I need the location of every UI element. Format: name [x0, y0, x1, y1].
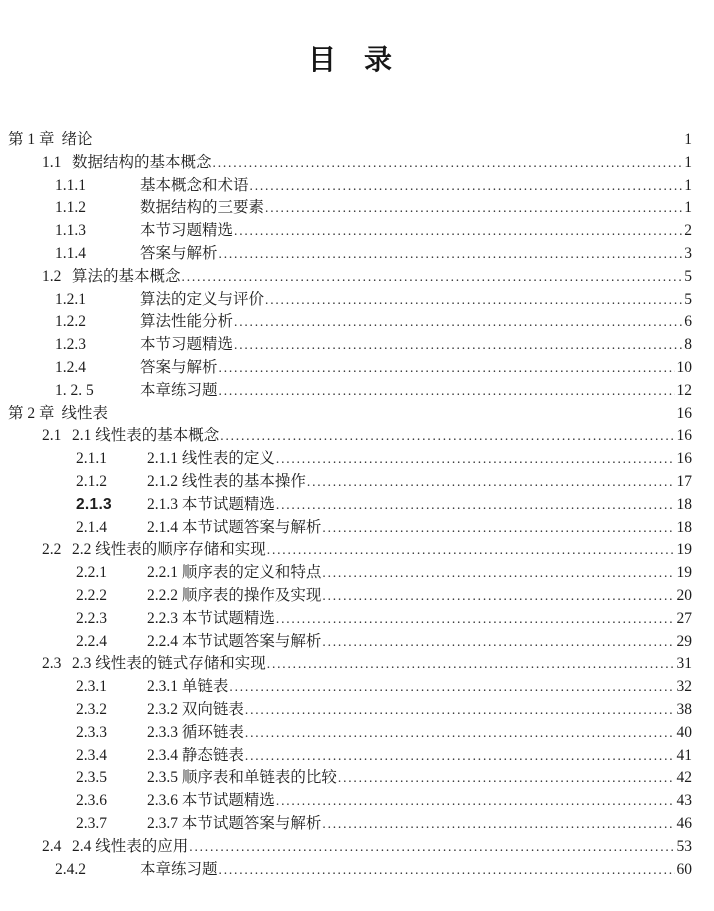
entry-number: 2.1.2 [76, 472, 107, 490]
toc-entry[interactable] [8, 562, 692, 585]
toc-entry[interactable] [8, 608, 692, 631]
dot-leader [322, 585, 674, 608]
dot-leader [276, 494, 675, 517]
dot-leader [245, 745, 675, 768]
entry-title: 数据结构的三要素 [140, 199, 265, 217]
toc-entry[interactable] [8, 266, 692, 289]
entry-title: 2.1.2 线性表的基本操作 [147, 472, 306, 490]
toc-entry[interactable] [8, 471, 692, 494]
dot-leader [234, 311, 682, 334]
dot-leader [276, 448, 675, 471]
dot-leader [220, 425, 674, 448]
dot-leader [189, 836, 674, 859]
entry-page-number: 1 [684, 199, 692, 217]
toc-entry[interactable] [8, 836, 692, 859]
toc-entry[interactable] [8, 403, 692, 426]
entry-page-number: 16 [676, 427, 692, 445]
dot-leader [267, 539, 675, 562]
entry-title: 2.4 线性表的应用 [72, 837, 189, 855]
entry-number: 2.3.2 [76, 700, 107, 718]
toc-entry[interactable] [8, 767, 692, 790]
entry-page-number: 18 [676, 518, 692, 536]
dot-leader [322, 813, 674, 836]
entry-page-number: 43 [676, 792, 692, 810]
entry-page-number: 19 [676, 564, 692, 582]
entry-page-number: 1 [684, 131, 692, 148]
entry-title: 2.3.5 顺序表和单链表的比较 [147, 769, 337, 787]
entry-title: 2.2 线性表的顺序存储和实现 [72, 541, 266, 559]
entry-page-number: 6 [684, 313, 692, 331]
entry-page-number: 29 [676, 632, 692, 650]
dot-leader [338, 767, 675, 790]
entry-number: 2.2.1 [76, 564, 107, 582]
toc-entry[interactable] [8, 631, 692, 654]
dot-leader [229, 676, 674, 699]
entry-page-number: 8 [684, 336, 692, 354]
entry-page-number: 42 [676, 769, 692, 787]
entry-page-number: 3 [684, 244, 692, 262]
dot-leader [265, 197, 682, 220]
toc-entry[interactable] [8, 197, 692, 220]
toc-entry[interactable] [8, 380, 692, 403]
toc-entry[interactable] [8, 699, 692, 722]
toc-entry[interactable] [8, 745, 692, 768]
entry-number: 2.2 [42, 541, 62, 559]
entry-title: 答案与解析 [140, 244, 218, 262]
entry-page-number: 16 [676, 450, 692, 468]
toc-entry[interactable] [8, 494, 692, 517]
entry-number: 2.2.3 [76, 609, 107, 627]
entry-page-number: 20 [676, 586, 692, 604]
entry-title: 本章练习题 [140, 381, 218, 399]
entry-page-number: 5 [684, 267, 692, 285]
entry-title: 2.1.1 线性表的定义 [147, 450, 275, 468]
dot-leader [245, 722, 675, 745]
entry-page-number: 38 [676, 700, 692, 718]
entry-title: 本章练习题 [140, 860, 218, 878]
entry-page-number: 5 [684, 290, 692, 308]
entry-page-number: 41 [676, 746, 692, 764]
toc-entry[interactable] [8, 220, 692, 243]
entry-page-number: 27 [676, 609, 692, 627]
entry-number: 1.1 [42, 153, 62, 171]
entry-number: 2.3.7 [76, 814, 107, 832]
entry-title: 算法性能分析 [140, 313, 234, 331]
entry-number: 第 1 章 [8, 131, 55, 148]
dot-leader [182, 266, 683, 289]
entry-number: 2.1.1 [76, 450, 107, 468]
entry-number: 2.3.4 [76, 746, 107, 764]
entry-page-number: 40 [676, 723, 692, 741]
entry-page-number: 18 [676, 495, 692, 513]
entry-number: 1.1.3 [55, 222, 86, 240]
entry-number: 2.1.4 [76, 518, 107, 536]
entry-number: 1.2.4 [55, 358, 86, 376]
entry-page-number: 53 [676, 837, 692, 855]
entry-page-number: 17 [676, 472, 692, 490]
toc-entry[interactable] [8, 539, 692, 562]
dot-leader [307, 471, 675, 494]
entry-page-number: 1 [684, 176, 692, 194]
dot-leader [267, 653, 675, 676]
entry-title: 2.3.4 静态链表 [147, 746, 244, 764]
entry-number: 2.3.6 [76, 792, 107, 810]
entry-number: 1.1.2 [55, 199, 86, 217]
entry-title: 2.1 线性表的基本概念 [72, 427, 220, 445]
dot-leader [250, 175, 683, 198]
toc-entry[interactable] [8, 243, 692, 266]
entry-number: 1.2.1 [55, 290, 86, 308]
entry-page-number: 16 [676, 404, 692, 422]
entry-title: 2.3.3 循环链表 [147, 723, 244, 741]
toc-entry[interactable] [8, 289, 692, 312]
entry-title: 2.2.1 顺序表的定义和特点 [147, 564, 322, 582]
entry-number: 1. 2. 5 [55, 381, 94, 399]
entry-number: 2.1 [42, 427, 62, 445]
toc-entry[interactable] [8, 448, 692, 471]
toc-entry[interactable] [8, 722, 692, 745]
toc-list [8, 129, 692, 881]
entry-number: 1.2.3 [55, 336, 86, 354]
entry-title: 2.2.3 本节试题精选 [147, 609, 275, 627]
dot-leader [219, 243, 683, 266]
entry-title: 2.1.4 本节试题答案与解析 [147, 518, 322, 536]
entry-number: 2.4 [42, 837, 62, 855]
entry-number: 2.3.3 [76, 723, 107, 741]
entry-title: 绪论 [61, 131, 93, 148]
dot-leader [265, 289, 682, 312]
entry-page-number: 32 [676, 678, 692, 696]
dot-leader [276, 790, 675, 813]
dot-leader [219, 859, 675, 882]
toc-entry[interactable] [8, 859, 692, 882]
entry-page-number: 1 [684, 153, 692, 171]
dot-leader [245, 699, 675, 722]
entry-number: 1.1.1 [55, 176, 86, 194]
entry-number: 1.1.4 [55, 244, 86, 262]
dot-leader [276, 608, 675, 631]
entry-title: 数据结构的基本概念 [72, 153, 212, 171]
entry-number: 2.1.3 [76, 495, 112, 513]
entry-title: 2.1.3 本节试题精选 [147, 495, 275, 513]
entry-title: 2.2.2 顺序表的操作及实现 [147, 586, 322, 604]
toc-entry[interactable] [8, 425, 692, 448]
entry-title: 2.2.4 本节试题答案与解析 [147, 632, 322, 650]
entry-title: 线性表 [61, 404, 109, 422]
entry-title: 2.3.1 单链表 [147, 678, 229, 696]
entry-title: 算法的定义与评价 [140, 290, 265, 308]
entry-title: 算法的基本概念 [72, 267, 181, 285]
dot-leader [219, 357, 675, 380]
entry-number: 2.2.4 [76, 632, 107, 650]
entry-page-number: 2 [684, 222, 692, 240]
toc-entry[interactable] [8, 334, 692, 357]
toc-entry[interactable] [8, 813, 692, 836]
entry-number: 2.4.2 [55, 860, 86, 878]
entry-title: 2.3.7 本节试题答案与解析 [147, 814, 322, 832]
dot-leader [322, 517, 674, 540]
entry-page-number: 10 [676, 358, 692, 376]
entry-title: 2.3.2 双向链表 [147, 700, 244, 718]
toc-entry[interactable] [8, 790, 692, 813]
toc-entry[interactable] [8, 653, 692, 676]
entry-page-number: 46 [676, 814, 692, 832]
dot-leader [234, 334, 682, 357]
entry-page-number: 12 [676, 381, 692, 399]
entry-title: 答案与解析 [140, 358, 218, 376]
entry-page-number: 60 [676, 860, 692, 878]
entry-number: 2.3.5 [76, 769, 107, 787]
toc-entry[interactable] [8, 585, 692, 608]
entry-number: 2.3.1 [76, 678, 107, 696]
toc-entry[interactable] [8, 517, 692, 540]
entry-page-number: 19 [676, 541, 692, 559]
entry-title: 本节习题精选 [140, 222, 234, 240]
toc-entry[interactable] [8, 311, 692, 334]
entry-title: 2.3 线性表的链式存储和实现 [72, 655, 266, 673]
toc-entry[interactable] [8, 152, 692, 175]
page-title: 目 录 [307, 45, 392, 76]
entry-page-number: 31 [676, 655, 692, 673]
dot-leader [219, 380, 675, 403]
entry-title: 本节习题精选 [140, 336, 234, 354]
entry-number: 2.2.2 [76, 586, 107, 604]
dot-leader [322, 631, 674, 654]
dot-leader [234, 220, 682, 243]
dot-leader [213, 152, 683, 175]
toc-entry[interactable] [8, 129, 692, 152]
toc-entry[interactable] [8, 676, 692, 699]
entry-number: 1.2.2 [55, 313, 86, 331]
entry-title: 基本概念和术语 [140, 176, 249, 194]
entry-number: 第 2 章 [8, 404, 55, 422]
toc-entry[interactable] [8, 175, 692, 198]
entry-title: 2.3.6 本节试题精选 [147, 792, 275, 810]
dot-leader [322, 562, 674, 585]
toc-entry[interactable] [8, 357, 692, 380]
entry-number: 1.2 [42, 267, 62, 285]
entry-number: 2.3 [42, 655, 62, 673]
